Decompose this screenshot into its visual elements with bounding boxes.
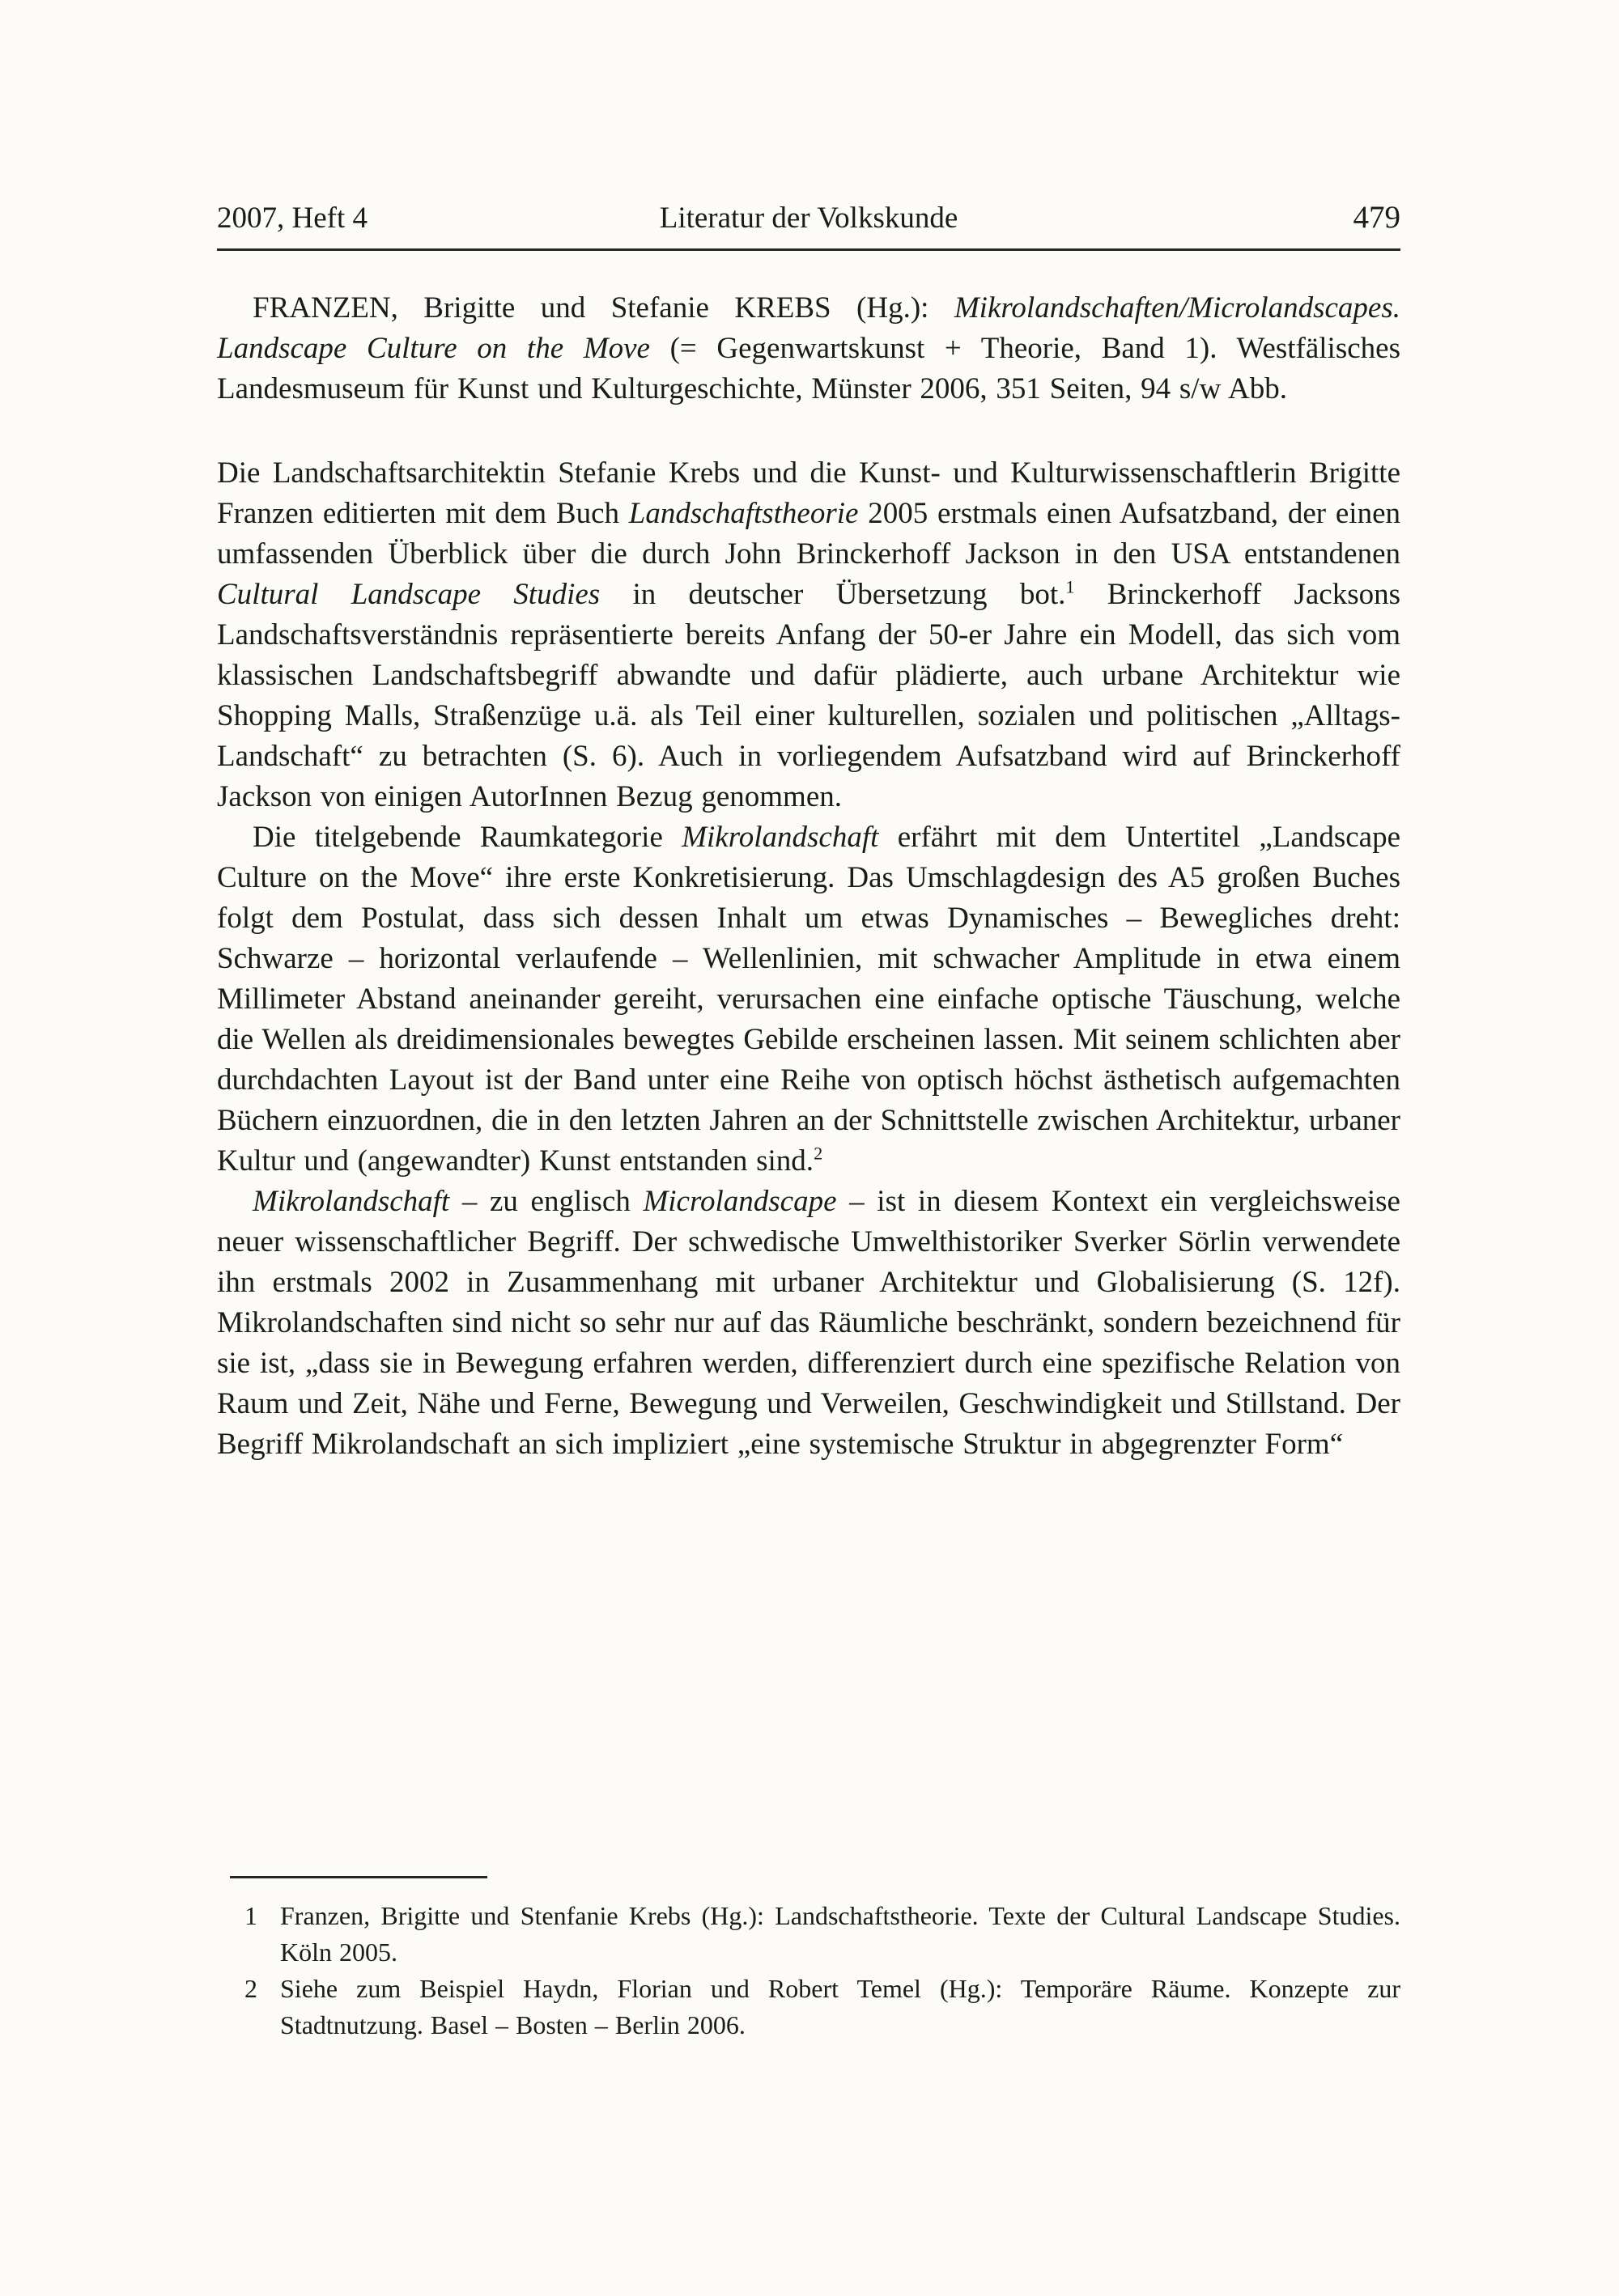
text-block bbox=[217, 199, 1400, 1465]
footnotes-section bbox=[217, 1876, 1400, 2043]
body-paragraph-2: Die titelgebende Raumkategorie Mikrolandschaft erfährt mit dem Untertitel „Landscape Culture on the Move“ ihre erste Konkretisierung. Das Umschlagdesign des A5 großen Buches folgt dem Postulat, dass sich dessen Inhalt um etwas Dynamisches – Bewegliches dreht: Schwarze – horizontal verlaufende – Wellenlinien, mit schwacher Amplitude in etwa einem Millimeter Abstand aneinander gereiht, verursachen eine einfache optische Täuschung, welche die Wellen als dreidimensionales bewegtes Gebilde erscheinen lassen. Mit seinem schlichten aber durchdachten Layout ist der Band unter eine Reihe von optisch höchst ästhetisch aufgemachten Büchern einzuordnen, die in den letzten Jahren an der Schnittstelle zwischen Architektur, urbaner Kultur und (angewandter) Kunst entstanden sind.$^2$ bbox=[217, 821, 1401, 1178]
footnote-2 bbox=[217, 1971, 1400, 2043]
footnote-1-text: Franzen, Brigitte und Stenfanie Krebs (Hg.): Landschaftstheorie. Texte der Cultural Landscape Studies. Köln 2005. bbox=[280, 1901, 1400, 1967]
footnote-1-number: 1 bbox=[244, 1901, 257, 1930]
footnote-2-text: Siehe zum Beispiel Haydn, Florian und Robert Temel (Hg.): Temporäre Räume. Konzepte zur Stadtnutzung. Basel – Bosten – Berlin 2006. bbox=[280, 1974, 1400, 2039]
header-journal-title: Literatur der Volkskunde bbox=[659, 202, 958, 235]
running-header bbox=[217, 199, 1400, 237]
body-paragraph-3: Mikrolandschaft – zu englisch Microlandscape – ist in diesem Kontext ein vergleichsweise neuer wissenschaftlicher Begriff. Der schwedische Umwelthistoriker Sverker Sörlin verwendete ihn erstmals 2002 in Zusammenhang mit urbaner Architektur und Globalisierung (S. 12f). Mikrolandschaften sind nicht so sehr nur auf das Räumliche beschränkt, sondern bezeichnend für sie ist, „dass sie in Bewegung erfahren werden, differenziert durch eine spezifische Relation von Raum und Zeit, Nähe und Ferne, Bewegung und Verweilen, Geschwindigkeit und Stillstand. Der Begriff Mikrolandschaft an sich impliziert „eine systemische Struktur in abgegrenzter Form“ bbox=[217, 1185, 1400, 1461]
footnote-2-number: 2 bbox=[244, 1974, 257, 2003]
footnote-1 bbox=[217, 1898, 1400, 1971]
citation-paragraph: FRANZEN, Brigitte und Stefanie KREBS (Hg.): Mikrolandschaften/Microlandscapes. Landscape Culture on the Move (= Gegenwartskunst + Theorie, Band 1). Westfälisches Landesmuseum für Kunst und Kulturgeschichte, Münster 2006, 351 Seiten, 94 s/w Abb. bbox=[217, 291, 1400, 405]
header-rule bbox=[217, 248, 1400, 251]
footnote-rule bbox=[230, 1876, 487, 1878]
header-page-number: 479 bbox=[1353, 200, 1400, 235]
header-issue: 2007, Heft 4 bbox=[217, 202, 368, 235]
body-paragraph-1: Die Landschaftsarchitektin Stefanie Krebs und die Kunst- und Kulturwissenschaftlerin Brigitte Franzen editierten mit dem Buch Landschaftstheorie 2005 erstmals einen Aufsatzband, der einen umfassenden Überblick über die durch John Brinckerhoff Jackson in den USA entstandenen Cultural Landscape Studies in deutscher Übersetzung bot.$^1$ Brinckerhoff Jacksons Landschaftsverständnis repräsentierte bereits Anfang der 50-er Jahre ein Modell, das sich vom klassischen Landschaftsbegriff abwandte und dafür plädierte, auch urbane Architektur wie Shopping Malls, Straßenzüge u.ä. als Teil einer kulturellen, sozialen und politischen „Alltags-Landschaft“ zu betrachten (S. 6). Auch in vorliegendem Aufsatzband wird auf Brinckerhoff Jackson von einigen AutorInnen Bezug genommen. bbox=[217, 456, 1400, 813]
